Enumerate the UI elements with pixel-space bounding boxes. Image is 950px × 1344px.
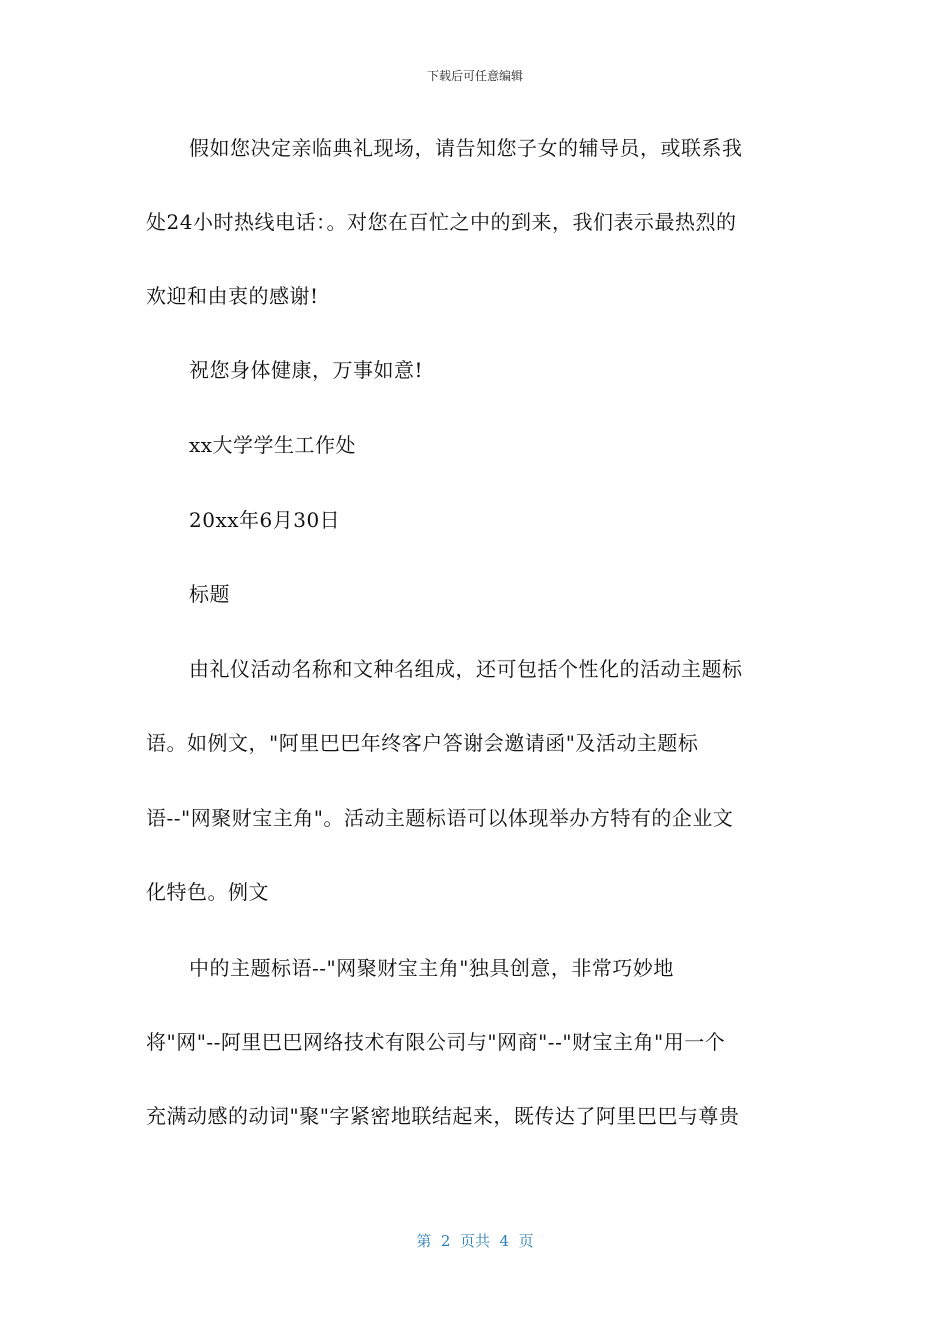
signature-org: xx大学学生工作处 <box>189 433 357 457</box>
greeting-line: 祝您身体健康，万事如意! <box>189 358 424 382</box>
page-header: 下载后可任意编辑 <box>426 69 523 83</box>
page-number-footer: 第 2 页共 4 页 <box>416 1232 534 1250</box>
signature-date: 20xx年6月30日 <box>189 508 341 532</box>
paragraph-line: 假如您决定亲临典礼现场，请告知您子女的辅导员，或联系我 <box>189 136 743 160</box>
paragraph-line: 语--"网聚财宝主角"。活动主题标语可以体现举办方特有的企业文 <box>146 806 734 830</box>
paragraph-line: 将"网"--阿里巴巴网络技术有限公司与"网商"--"财宝主角"用一个 <box>146 1030 726 1054</box>
paragraph-line: 由礼仪活动名称和文种名组成，还可包括个性化的活动主题标 <box>189 657 743 681</box>
section-heading: 标题 <box>189 582 230 606</box>
paragraph-line: 中的主题标语--"网聚财宝主角"独具创意，非常巧妙地 <box>189 956 674 980</box>
paragraph-line: 化特色。例文 <box>146 880 269 904</box>
paragraph-line: 充满动感的动词"聚"字紧密地联结起来，既传达了阿里巴巴与尊贵 <box>146 1104 740 1128</box>
paragraph-line: 语。如例文，"阿里巴巴年终客户答谢会邀请函"及活动主题标 <box>146 731 699 755</box>
paragraph-line: 处24小时热线电话：。对您在百忙之中的到来，我们表示最热烈的 <box>146 210 737 234</box>
paragraph-line: 欢迎和由衷的感谢! <box>146 284 319 308</box>
